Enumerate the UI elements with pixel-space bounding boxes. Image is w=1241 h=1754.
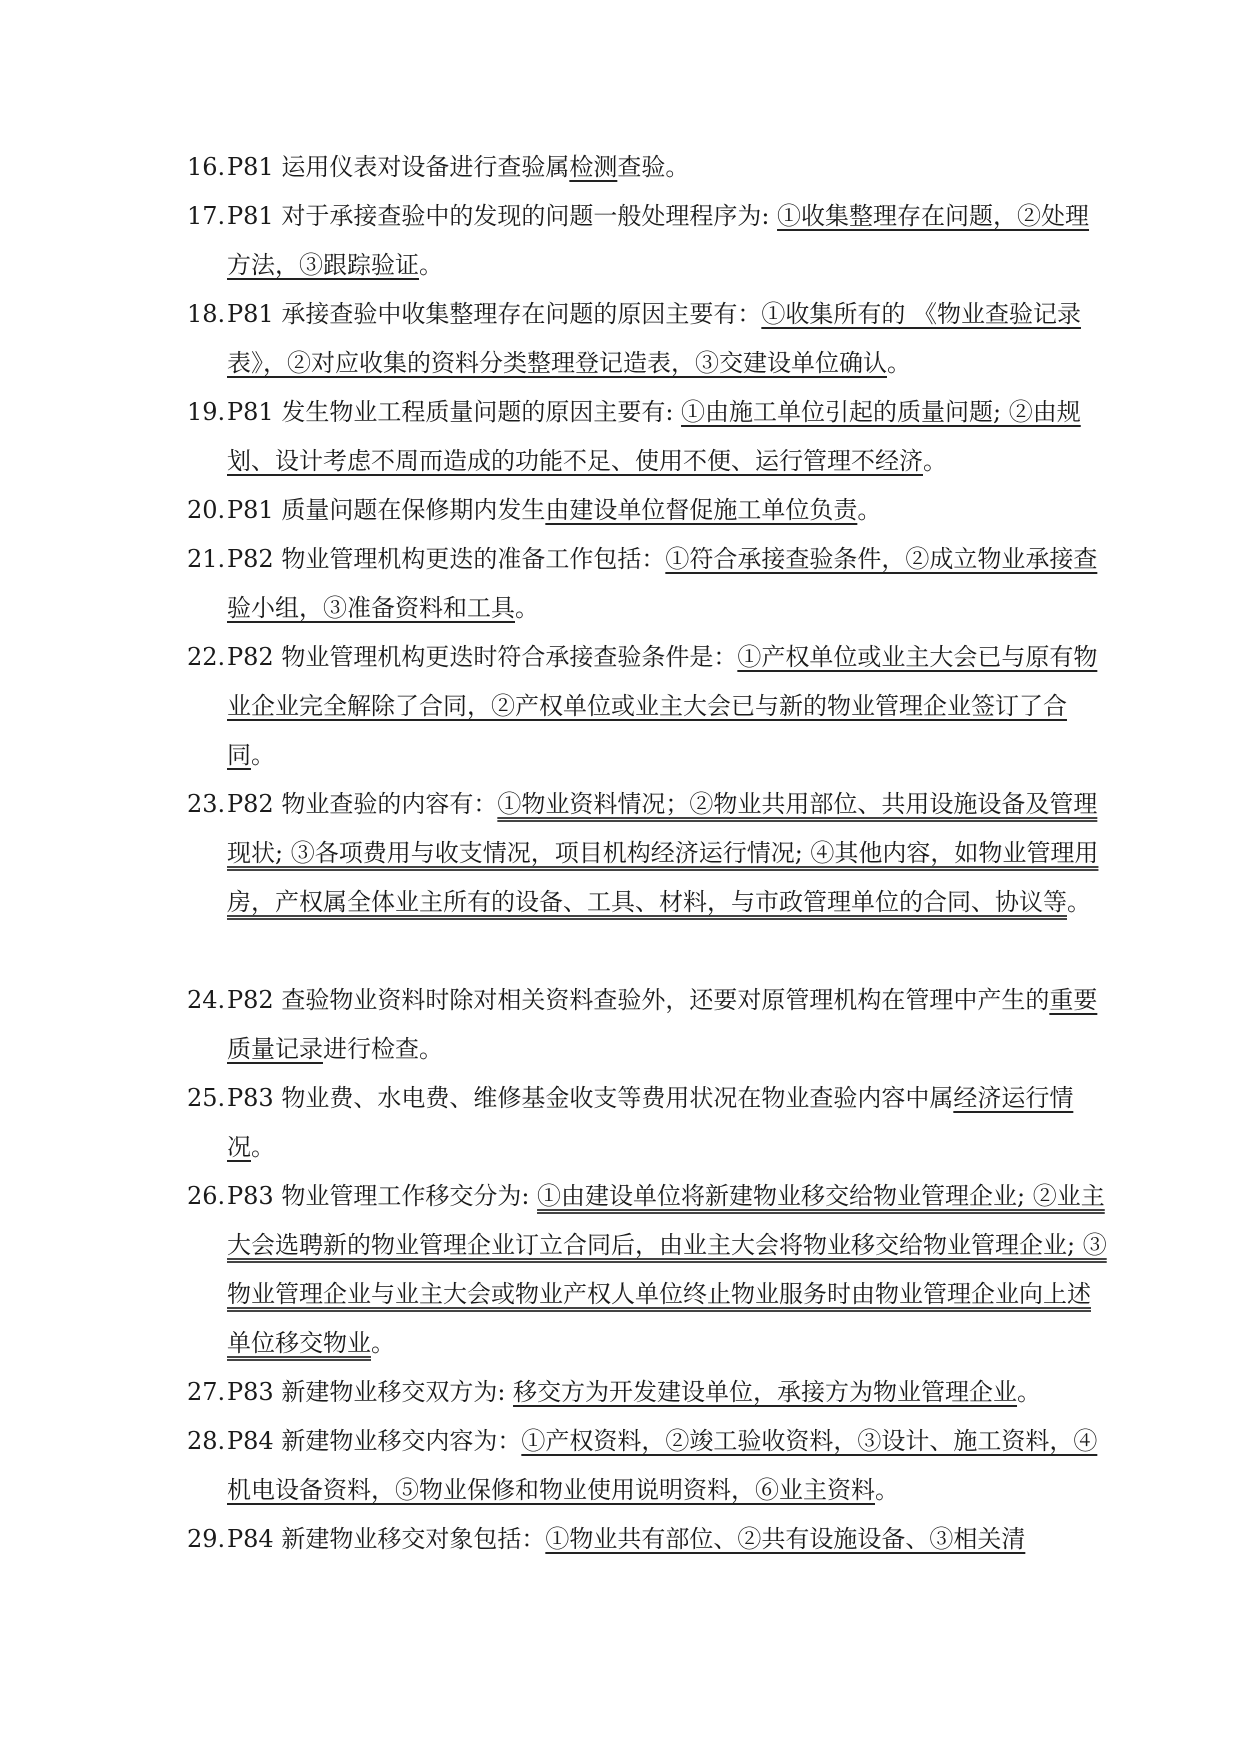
item-number: 18.	[187, 300, 226, 328]
item-question: P83 物业费、水电费、维修基金收支等费用状况在物业查验内容中属	[227, 1084, 954, 1112]
item-number: 26.	[187, 1182, 226, 1210]
item-answer: ①物业共有部位、②共有设施设备、③相关清	[545, 1525, 1026, 1553]
item-answer: ①由建设单位将新建物业移交给物业管理企业; ②业主大会选聘新的物业管理企业订立合同后，由业主大会将物业移交给物业管理企业; ③物业管理企业与业主大会或物业产权人单位终止物业服务时由物业管理企业向上述单位移交物业	[227, 1182, 1107, 1357]
item-number: 25.	[187, 1084, 226, 1112]
item-answer: 检测	[569, 153, 618, 181]
item-number: 23.	[187, 790, 226, 818]
item-question: P83 新建物业移交双方为:	[227, 1378, 514, 1406]
item-tail: 。	[875, 1476, 899, 1504]
item-question: P81 对于承接查验中的发现的问题一般处理程序为:	[227, 202, 778, 230]
item-answer: 重要质量记录	[227, 986, 1098, 1063]
item-number: 17.	[187, 202, 226, 230]
item-answer: ①物业资料情况；②物业共用部位、共用设施设备及管理现状; ③各项费用与收支情况，项目机构经济运行情况; ④其他内容，如物业管理用房，产权属全体业主所有的设备、工具、材料，与市政管理单位的合同、协议等	[227, 790, 1099, 916]
item-tail: 。	[251, 1133, 275, 1161]
list-item-17	[187, 192, 1107, 290]
list-item-24	[187, 976, 1107, 1074]
list-item-28	[187, 1417, 1107, 1515]
list-item-29	[187, 1515, 1107, 1564]
item-answer: ①符合承接查验条件，②成立物业承接查验小组，③准备资料和工具	[227, 545, 1098, 622]
item-answer: ①收集整理存在问题，②处理方法，③跟踪验证	[227, 202, 1090, 279]
list-item-25	[187, 1074, 1107, 1172]
item-tail: 。	[515, 594, 539, 622]
item-number: 16.	[187, 153, 226, 181]
list-item-26	[187, 1172, 1107, 1368]
item-tail: 进行检查。	[323, 1035, 443, 1063]
item-question: P81 承接查验中收集整理存在问题的原因主要有：	[227, 300, 762, 328]
item-question: P82 查验物业资料时除对相关资料查验外，还要对原管理机构在管理中产生的	[227, 986, 1050, 1014]
item-number: 20.	[187, 496, 226, 524]
item-question: P84 新建物业移交内容为：	[227, 1427, 522, 1455]
item-number: 21.	[187, 545, 226, 573]
list-item-19	[187, 388, 1107, 486]
item-number: 29.	[187, 1525, 226, 1553]
item-answer: ①产权单位或业主大会已与原有物业企业完全解除了合同，②产权单位或业主大会已与新的物业管理企业签订了合同	[227, 643, 1098, 769]
item-tail: 。	[371, 1329, 395, 1357]
item-tail: 。	[923, 447, 947, 475]
item-answer: ①由施工单位引起的质量问题; ②由规划、设计考虑不周而造成的功能不足、使用不便、运行管理不经济	[227, 398, 1081, 475]
item-question: P83 物业管理工作移交分为:	[227, 1182, 538, 1210]
item-number: 27.	[187, 1378, 226, 1406]
item-question: P84 新建物业移交对象包括：	[227, 1525, 546, 1553]
item-tail: 。	[1017, 1378, 1042, 1406]
item-question: P81 质量问题在保修期内发生	[227, 496, 546, 524]
list-item-16	[187, 143, 1107, 192]
item-answer: ①收集所有的 《物业查验记录表》，②对应收集的资料分类整理登记造表，③交建设单位确认	[227, 300, 1081, 377]
item-answer: 由建设单位督促施工单位负责	[545, 496, 858, 524]
item-answer: ①产权资料，②竣工验收资料，③设计、施工资料，④机电设备资料，⑤物业保修和物业使用说明资料，⑥业主资料	[227, 1427, 1098, 1504]
item-tail: 。	[1067, 888, 1091, 916]
item-tail: 。	[419, 251, 443, 279]
item-question: P82 物业查验的内容有：	[227, 790, 498, 818]
list-item-23	[187, 780, 1107, 927]
item-number: 24.	[187, 986, 226, 1014]
list-item-18	[187, 290, 1107, 388]
list-item-22	[187, 633, 1107, 780]
list-item-21	[187, 535, 1107, 633]
item-question: P81 发生物业工程质量问题的原因主要有:	[227, 398, 682, 426]
item-tail: 查验。	[617, 153, 690, 181]
item-number: 22.	[187, 643, 226, 671]
item-number: 19.	[187, 398, 226, 426]
item-answer: 移交方为开发建设单位，承接方为物业管理企业	[513, 1378, 1018, 1406]
item-question: P82 物业管理机构更迭时符合承接查验条件是：	[227, 643, 738, 671]
item-tail: 。	[857, 496, 882, 524]
item-question: P82 物业管理机构更迭的准备工作包括：	[227, 545, 666, 573]
item-tail: 。	[251, 741, 275, 769]
item-answer: 经济运行情况	[227, 1084, 1074, 1161]
item-tail: 。	[887, 349, 911, 377]
list-item-20	[187, 486, 1107, 535]
item-number: 28.	[187, 1427, 226, 1455]
item-question: P81 运用仪表对设备进行查验属	[227, 153, 570, 181]
list-item-27	[187, 1368, 1107, 1417]
